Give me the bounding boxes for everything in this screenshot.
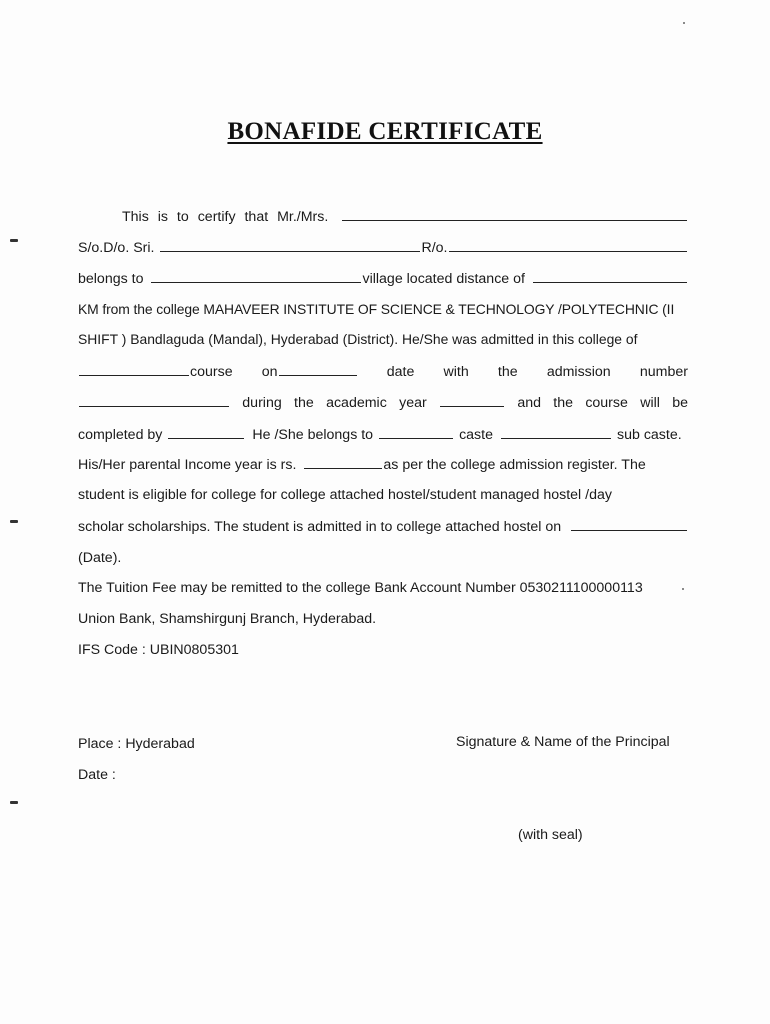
distance-label: village located distance of: [362, 271, 525, 287]
scan-mark: [10, 520, 18, 523]
date-label: Date :: [78, 767, 116, 783]
during-word: during: [242, 395, 282, 411]
scan-dot: [683, 22, 685, 24]
line-course: [78, 361, 688, 382]
will-word: will: [640, 395, 660, 411]
line-hostel: [78, 516, 688, 537]
with-word: with: [443, 364, 469, 380]
course-blank: [79, 361, 189, 376]
academic-word: academic: [326, 395, 387, 411]
name-blank: [342, 206, 687, 221]
location-text: SHIFT ) Bandlaguda (Mandal), Hyderabad (District). He/She was admitted in this college of: [78, 331, 638, 347]
line-caste: [78, 424, 688, 445]
income-label: His/Her parental Income year is rs.: [78, 457, 297, 473]
income-blank: [304, 454, 382, 469]
line-parent: [78, 237, 688, 258]
line-ifs: [78, 640, 688, 660]
eligible-text: student is eligible for college for college attached hostel/student managed hostel /day: [78, 487, 612, 503]
date-paren-text: (Date).: [78, 550, 122, 566]
line-college: [78, 299, 688, 319]
hostel-date-blank: [571, 516, 687, 531]
belongs-label: belongs to: [78, 271, 144, 287]
scan-mark: [10, 239, 18, 242]
bank-text: Union Bank, Shamshirgunj Branch, Hyderabad.: [78, 611, 377, 627]
line-village: [78, 268, 688, 289]
hostel-text: scholar scholarships. The student is admitted in to college attached hostel on: [78, 519, 562, 535]
caste-label: caste: [459, 427, 493, 443]
course-label: course: [190, 364, 233, 380]
year-word: year: [399, 395, 427, 411]
parent-label: S/o.D/o. Sri.: [78, 240, 155, 256]
on-label: on: [261, 364, 278, 380]
village-blank: [151, 268, 361, 283]
line-academic: [78, 392, 688, 413]
date-word: date: [386, 364, 415, 380]
belongs-to-label: He /She belongs to: [252, 427, 374, 443]
year-blank: [440, 392, 504, 407]
be-word: be: [672, 395, 688, 411]
date-blank: [279, 361, 357, 376]
on-group: [262, 361, 358, 382]
register-text: as per the college admission register. The: [383, 457, 646, 473]
line-bank: [78, 609, 688, 629]
completed-blank: [168, 424, 244, 439]
tuition-text: The Tuition Fee may be remitted to the college Bank Account Number 0530211100000113: [78, 580, 643, 596]
course-group: [78, 361, 233, 382]
number-word: number: [639, 364, 688, 380]
line-date-paren: [78, 548, 688, 568]
ifs-code: IFS Code : UBIN0805301: [78, 642, 239, 658]
signature-label: Signature & Name of the Principal: [456, 734, 670, 750]
parent-blank: [160, 237, 420, 252]
line-certify: [122, 206, 688, 227]
line-tuition: [78, 578, 688, 598]
distance-blank: [533, 268, 687, 283]
certify-text: This is to certify that Mr./Mrs.: [122, 209, 329, 225]
college-text: KM from the college MAHAVEER INSTITUTE OF SCIENCE & TECHNOLOGY /POLYTECHNIC (II: [78, 301, 675, 317]
the-word-3: the: [553, 395, 574, 411]
seal-label: (with seal): [518, 827, 583, 843]
admission-number-blank: [79, 392, 229, 407]
scan-mark: [10, 801, 18, 804]
and-word: and: [517, 395, 541, 411]
the-word: the: [497, 364, 518, 380]
subcaste-label: sub caste.: [617, 427, 682, 443]
course-word: course: [585, 395, 628, 411]
the-word-2: the: [294, 395, 314, 411]
line-eligible: [78, 485, 688, 505]
residence-blank: [449, 237, 687, 252]
completed-label: completed by: [78, 427, 163, 443]
residence-label: R/o.: [421, 240, 448, 256]
scan-dot: [682, 588, 684, 590]
certificate-title: BONAFIDE CERTIFICATE: [227, 118, 543, 145]
subcaste-blank: [501, 424, 611, 439]
place-label: Place : Hyderabad: [78, 736, 195, 752]
line-location: [78, 329, 688, 349]
admission-word: admission: [546, 364, 611, 380]
line-income: [78, 454, 688, 475]
caste-blank: [379, 424, 453, 439]
